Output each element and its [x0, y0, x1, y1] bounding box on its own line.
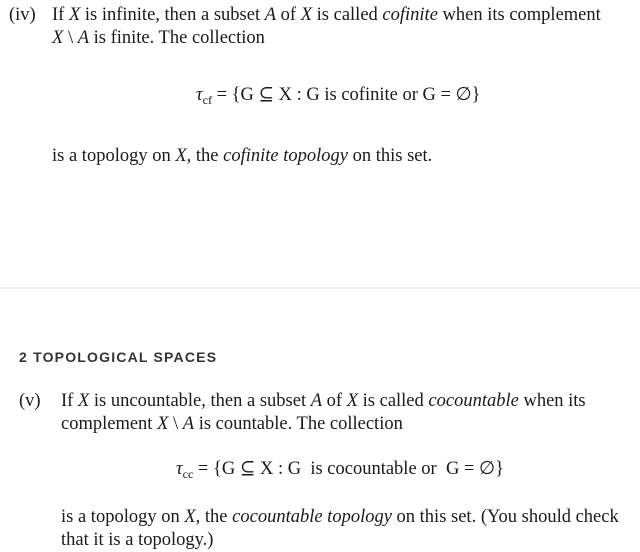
paragraph-line — [52, 145, 432, 168]
text-run: is a topology on — [52, 146, 176, 166]
item-label: (iv) — [9, 5, 36, 25]
math-var: A — [77, 28, 90, 48]
math-var: A — [264, 5, 277, 25]
text-run: is countable. The collection — [194, 414, 403, 434]
defined-term: cofinite — [382, 5, 438, 25]
item-label: (v) — [19, 391, 41, 411]
paragraph-line: that it is a topology.) — [61, 530, 214, 550]
math-var: X — [68, 5, 81, 25]
text-run: on this set. — [348, 146, 433, 166]
math-var: X — [77, 391, 90, 411]
paragraph-line — [61, 506, 619, 529]
math-subscript: cc — [182, 467, 194, 481]
text-run: of — [276, 5, 301, 25]
text-run: is called — [358, 391, 429, 411]
math-var: X — [52, 28, 64, 48]
formula-body: = {G ⊆ X : G is cofinite or G = ∅} — [211, 85, 481, 105]
formula-body: = {G ⊆ X : G is cocountable or G = ∅} — [193, 459, 504, 479]
text-run: when its complement — [437, 5, 601, 25]
text-run: \ — [63, 28, 78, 48]
text-run: is uncountable, then a subset — [89, 391, 311, 411]
text-run: is infinite, then a subset — [80, 5, 265, 25]
defined-term: cocountable topology — [232, 507, 392, 527]
defined-term: cofinite topology — [223, 146, 348, 166]
paragraph-line — [52, 4, 601, 27]
text-run: on this set. (You should check — [391, 507, 619, 527]
paragraph-line — [52, 27, 265, 50]
text-run: , the — [186, 146, 224, 166]
display-formula — [176, 458, 504, 482]
text-run: complement — [61, 414, 158, 434]
paragraph-line — [61, 413, 403, 436]
defined-term: cocountable — [428, 391, 519, 411]
math-symbol: τ — [176, 459, 183, 479]
math-var: A — [182, 414, 195, 434]
text-run: , the — [195, 507, 233, 527]
running-header: 2 TOPOLOGICAL SPACES — [19, 349, 218, 365]
math-var: X — [157, 414, 169, 434]
math-var: X — [346, 391, 359, 411]
text-run: of — [322, 391, 347, 411]
math-var: X — [175, 146, 187, 166]
text-run: is finite. The collection — [89, 28, 265, 48]
math-symbol: τ — [196, 85, 203, 105]
text-run: when its — [518, 391, 586, 411]
text-run: is a topology on — [61, 507, 185, 527]
display-formula — [196, 84, 481, 108]
math-var: A — [310, 391, 323, 411]
math-var: X — [300, 5, 313, 25]
paragraph-line — [61, 390, 586, 413]
text-run: \ — [168, 414, 183, 434]
math-subscript: cf — [202, 93, 212, 107]
math-var: X — [184, 507, 196, 527]
text-run: is called — [312, 5, 383, 25]
text-run: If — [61, 391, 78, 411]
text-run: If — [52, 5, 69, 25]
